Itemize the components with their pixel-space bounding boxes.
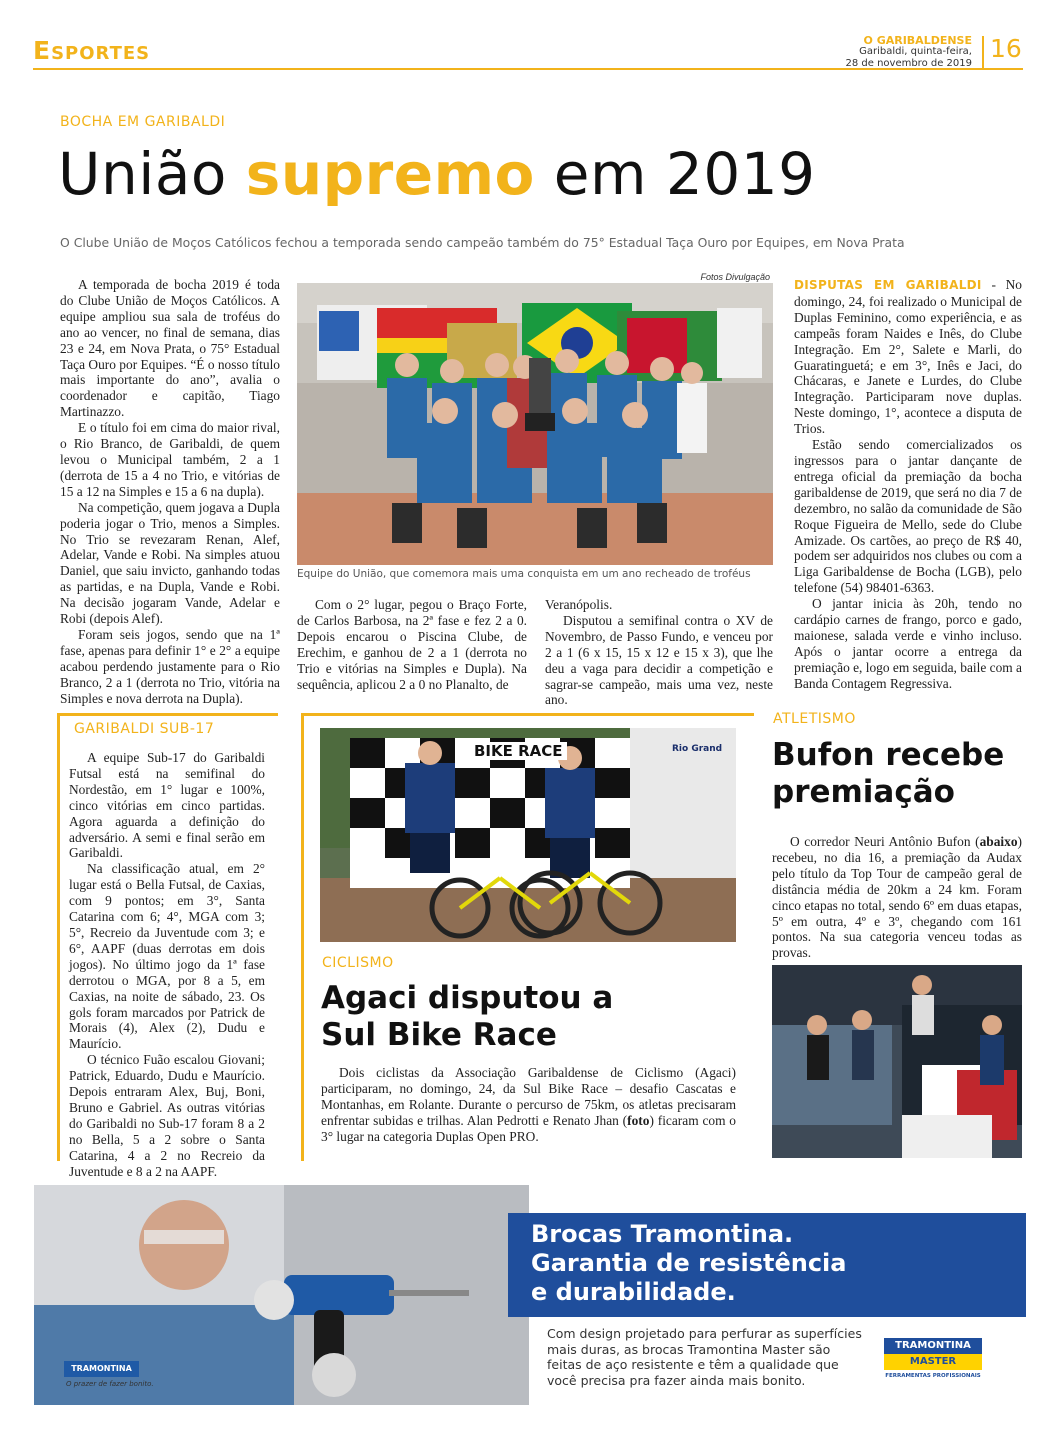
disputas-lead-paragraph bbox=[794, 277, 1022, 437]
banner-text: BIKE RACE bbox=[470, 742, 567, 760]
team-photo bbox=[297, 283, 773, 565]
dateline-1: Garibaldi, quinta-feira, bbox=[859, 46, 972, 57]
header-divider bbox=[982, 36, 984, 68]
award-photo-illustration bbox=[772, 965, 1022, 1158]
paragraph: Na classificação atual, em 2° lugar está o Bella Futsal, de Caxias, com 9 pontos; em 3°, Santa Catarina com 6; 4°, MGA com 3; 5°, Recreio da Juventude com 3; e 6°, AAPF (duas derrotas em dois jogos). No último jogo da 1ª fase derrotou o MGA, por 8 a 5, em Caxias, na noite de sábado, 23. Os gols foram marcados por Patrick de Morais (4), Alex (2), Dudu e Maurício. bbox=[69, 861, 265, 1052]
photo-caption: Equipe do União, que comemora mais uma conquista em um ano recheado de troféus bbox=[297, 568, 751, 580]
cycling-photo bbox=[320, 728, 736, 942]
ad-title bbox=[531, 1220, 846, 1307]
paragraph: Disputou a semifinal contra o XV de Novembro, de Passo Fundo, e venceu por 2 a 1 (6 x 15, 15 x 12 e 15 x 3), que lhe deu a vaga para decidir a competição e sagrar-se campeão, mais uma vez, neste ano. bbox=[545, 612, 773, 708]
ciclismo-headline bbox=[321, 980, 613, 1054]
paragraph: Estão sendo comercializados os ingressos para o jantar dançante de entrega oficial da premiação da bocha garibaldense de 2019, que será no dia 7 de dezembro, no salão da comunidade de São Roque Figueira de Mello, sede do Clube Amizade. Os cartões, ao preço de R$ 40, podem ser adquiridos nos clubes ou com a Liga Garibaldense de Bocha (LGB), pelo telefone (54) 98401-6363. bbox=[794, 437, 1022, 596]
headline-word-1: União bbox=[58, 140, 227, 208]
logo-sub: FERRAMENTAS PROFISSIONAIS bbox=[885, 1373, 981, 1379]
sub17-kicker: GARIBALDI SUB-17 bbox=[74, 721, 215, 737]
atletismo-headline bbox=[772, 737, 1004, 811]
paper-name: O GARIBALDENSE bbox=[863, 34, 972, 47]
cycling-photo-illustration bbox=[320, 728, 736, 942]
paragraph: Foram seis jogos, sendo que na 1ª fase, apenas para definir 1° e 2° a equipe acabou perdendo justamente para o Rio Branco, 2 a 1 (derrota no Trio, vitória na Simples e nova derrota na Dupla). bbox=[60, 626, 280, 706]
headline-word-2: supremo bbox=[245, 140, 535, 208]
tramontina-master-logo bbox=[884, 1338, 982, 1370]
atletismo-headline-line-1: Bufon recebe bbox=[772, 737, 1005, 773]
atletismo-body-bold: abaixo bbox=[979, 834, 1018, 849]
paragraph bbox=[772, 834, 1022, 961]
paragraph: A equipe Sub-17 do Garibaldi Futsal está na semifinal do Nordestão, em 1° lugar e 100%, cinco vitórias em cinco partidas. Agora aguarda a definição do adversário. A semi e final serão em Garibaldi. bbox=[69, 750, 265, 861]
dateline-2: 28 de novembro de 2019 bbox=[845, 58, 972, 69]
main-headline bbox=[58, 134, 816, 214]
paragraph: Com o 2° lugar, pegou o Braço Forte, de Carlos Barbosa, na 2ª fase e fez 2 a 0. Depois encarou o Piscina Clube, de Erechim, e ganhou de 2 a 1 (derrota no Trio e vitórias na Simples e Dupla). Na sequência, aplicou 2 a 0 no Planalto, de bbox=[297, 597, 527, 692]
ad-title-line-3: e durabilidade. bbox=[531, 1278, 736, 1306]
ciclismo-body-bold: foto bbox=[627, 1112, 650, 1128]
atletismo-body bbox=[772, 834, 1022, 961]
atletismo-body-text-2: ) recebeu, no dia 16, a premiação da Audax pelo título da Top Tour de campeão geral de distância média de 20km a 24 km. Foram cinco etapas no total, sendo 6º em duas etapas, 5º em outra, 4º e 3º, chegando com 161 pontos. Na sua categoria venceu todas as provas. bbox=[772, 834, 1022, 961]
paragraph: E o título foi em cima do maior rival, o Rio Branco, de Garibaldi, de quem levou o Municipal também, 2 a 1 (derrota de 15 a 4 no Trio, e vitórias de 15 a 12 na Simples e 15 a 6 na dupla). bbox=[60, 420, 280, 499]
ciclismo-headline-line-1: Agaci disputou a bbox=[321, 980, 614, 1016]
atletismo-body-text-1: O corredor Neuri Antônio Bufon ( bbox=[790, 834, 980, 849]
award-photo bbox=[772, 965, 1022, 1158]
main-subtitle: O Clube União de Moços Católicos fechou a temporada sendo campeão também do 75° Estadual Taça Ouro por Equipes, em Nova Prata bbox=[60, 235, 905, 250]
page-number: 16 bbox=[990, 34, 1022, 63]
paragraph: O jantar inicia às 20h, tendo no cardápio carnes de frango, porco e gado, maionese, salada verde e vinho incluso. Após o jantar ocorre a entrega da premiação e, logo em seguida, baile com a Banda Contagem Regressiva. bbox=[794, 596, 1022, 691]
disputas-lead: - No domingo, 24, foi realizado o Municipal de Duplas Feminino, como experiência, e as campeãs foram Naides e Inês, do Clube Integração. Em 2°, Salete e Marli, do Guaratinguetá; e em 3°, Inês e Jaci, do Chácaras, e Janete e Lurdes, do Clube Integração. Participaram nove duplas. Neste domingo, 1°, acontece a disputa de Trios. bbox=[794, 277, 1022, 437]
headline-word-3: em 2019 bbox=[553, 140, 816, 208]
ad-title-line-1: Brocas Tramontina. bbox=[531, 1220, 794, 1248]
paragraph: Na competição, quem jogava a Dupla poderia jogar o Trio, menos a Simples. No Trio se revezaram Renan, Alef, Adelar, Vande e Robi. Na simples atuou Daniel, que saiu invicto, ganhando todas as partidas, e na Dupla, Vande e Robi. Na decisão jogaram Vande, Adelar e Robi (depois Alef). bbox=[60, 499, 280, 627]
logo-bottom: MASTER bbox=[884, 1354, 982, 1370]
ciclismo-body bbox=[321, 1065, 736, 1145]
paragraph: O técnico Fuão escalou Giovani; Patrick, Eduardo, Dudu e Maurício. Depois entraram Alex, Buj, Boni, Bruno e Gabriel. As outras vitórias do Garibaldi no Sub-17 foram 8 a 2 no Bella, 5 a 2 sobre o Santa Catarina, 4 a 2 no Recreio da Juventude e 8 a 2 na AAPF. bbox=[69, 1052, 265, 1179]
sub17-body bbox=[69, 750, 265, 1179]
team-photo-illustration bbox=[297, 283, 773, 565]
logo-top: TRAMONTINA bbox=[895, 1340, 971, 1351]
ad-body: Com design projetado para perfurar as superfícies mais duras, as brocas Tramontina Master são feitas de aço resistente e têm a qualidade que você precisa pra fazer ainda mais bonito. bbox=[547, 1326, 862, 1388]
atletismo-headline-line-2: premiação bbox=[772, 774, 955, 810]
atletismo-kicker: ATLETISMO bbox=[773, 711, 856, 727]
ad-small-slogan: O prazer de fazer bonito. bbox=[66, 1380, 154, 1388]
disputas-kicker: DISPUTAS EM GARIBALDI bbox=[794, 278, 982, 292]
paragraph: A temporada de bocha 2019 é toda do Clube União de Moços Católicos. A equipe ampliou sua sala de troféus do ano ao vencer, no final de semana, dias 23 e 24, em Nova Prata, o 75° Estadual Taça Ouro por Equipes. “É o nosso título mais importante do ano”, avalia o coordenador e capitão, Tiago Martinazzo. bbox=[60, 277, 280, 420]
ad-photo bbox=[34, 1185, 529, 1405]
section-title: Esportes bbox=[33, 36, 151, 65]
ciclismo-body-text-2: ) ficaram com o 3° lugar na categoria Duplas Open PRO. bbox=[321, 1112, 737, 1144]
paragraph: Veranópolis. bbox=[545, 597, 613, 612]
main-column-3 bbox=[545, 597, 773, 708]
ciclismo-kicker: CICLISMO bbox=[322, 955, 394, 971]
dateline bbox=[828, 46, 972, 70]
ad-small-logo: TRAMONTINA bbox=[64, 1361, 139, 1377]
main-column-1 bbox=[60, 277, 280, 706]
paragraph bbox=[321, 1065, 736, 1145]
main-column-2 bbox=[297, 597, 527, 692]
ciclismo-headline-line-2: Sul Bike Race bbox=[321, 1017, 557, 1053]
ad-title-line-2: Garantia de resistência bbox=[531, 1249, 847, 1277]
disputas-column bbox=[794, 277, 1022, 692]
photo-credit: Fotos Divulgação bbox=[700, 272, 770, 282]
ciclismo-body-text-1: Dois ciclistas da Associação Garibaldense de Ciclismo (Agaci) participaram, no domingo, 24, da Sul Bike Race – desafio Cascatas e Montanhas, em Rolante. Durante o percurso de 75km, os atletas precisaram enfrentar subidas e trilhas. Alan Pedrotti e Renato Jhan ( bbox=[321, 1065, 736, 1128]
banner-sponsor: Rio Grand bbox=[672, 744, 723, 754]
main-kicker: BOCHA EM GARIBALDI bbox=[60, 114, 226, 130]
